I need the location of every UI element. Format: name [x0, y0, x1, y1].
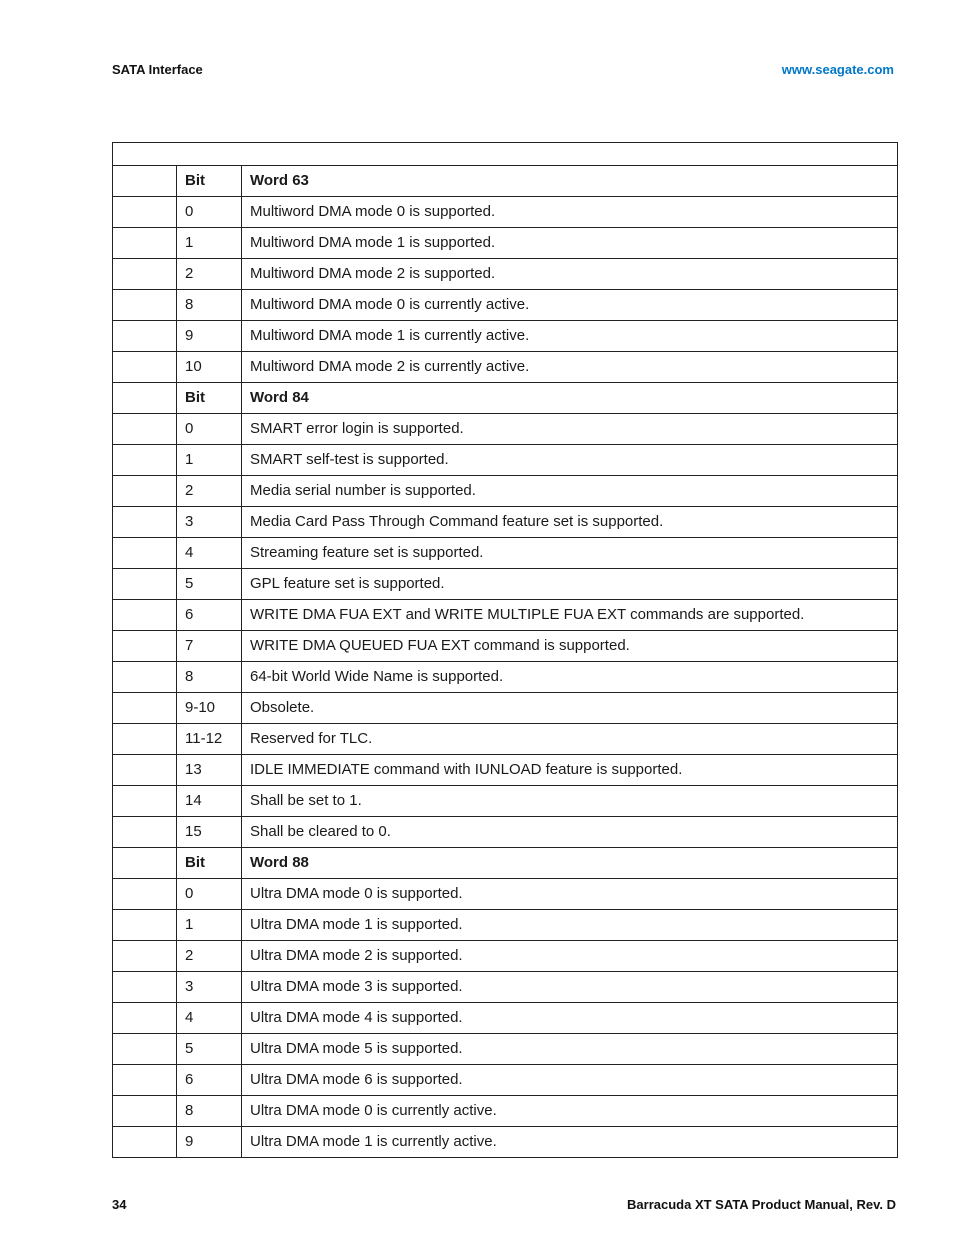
section-title: SATA Interface	[112, 62, 203, 77]
table-row	[113, 693, 898, 724]
table-row	[113, 662, 898, 693]
blank-cell	[113, 972, 177, 1003]
description-cell: Reserved for TLC.	[242, 724, 898, 755]
table-title-cell	[113, 143, 898, 166]
description-cell: Ultra DMA mode 0 is supported.	[242, 879, 898, 910]
description-cell: Streaming feature set is supported.	[242, 538, 898, 569]
bit-cell: 13	[177, 755, 242, 786]
description-cell: SMART error login is supported.	[242, 414, 898, 445]
table-row	[113, 600, 898, 631]
bit-cell: 9	[177, 1127, 242, 1158]
bit-cell: 10	[177, 352, 242, 383]
blank-cell	[113, 910, 177, 941]
table-row	[113, 972, 898, 1003]
bit-cell: 0	[177, 879, 242, 910]
blank-cell	[113, 848, 177, 879]
bit-cell: 7	[177, 631, 242, 662]
description-cell: IDLE IMMEDIATE command with IUNLOAD feature is supported.	[242, 755, 898, 786]
description-cell: Ultra DMA mode 1 is currently active.	[242, 1127, 898, 1158]
blank-cell	[113, 414, 177, 445]
blank-cell	[113, 879, 177, 910]
description-cell: Obsolete.	[242, 693, 898, 724]
page-number: 34	[112, 1197, 127, 1212]
blank-cell	[113, 600, 177, 631]
blank-cell	[113, 662, 177, 693]
description-cell: Ultra DMA mode 4 is supported.	[242, 1003, 898, 1034]
description-cell: Ultra DMA mode 1 is supported.	[242, 910, 898, 941]
description-cell: Ultra DMA mode 3 is supported.	[242, 972, 898, 1003]
bit-cell: 8	[177, 290, 242, 321]
table-section-header-row	[113, 166, 898, 197]
bit-cell: 1	[177, 228, 242, 259]
identify-device-table	[112, 142, 898, 1158]
blank-cell	[113, 476, 177, 507]
bit-cell: 5	[177, 569, 242, 600]
bit-cell: 15	[177, 817, 242, 848]
blank-cell	[113, 1003, 177, 1034]
website-link[interactable]: www.seagate.com	[781, 62, 894, 77]
table-row	[113, 507, 898, 538]
table-row	[113, 476, 898, 507]
table-row	[113, 538, 898, 569]
table-row	[113, 1096, 898, 1127]
table-row	[113, 259, 898, 290]
blank-cell	[113, 1034, 177, 1065]
table-row	[113, 197, 898, 228]
blank-cell	[113, 755, 177, 786]
bit-column-header: Bit	[177, 848, 242, 879]
table-row	[113, 631, 898, 662]
description-cell: GPL feature set is supported.	[242, 569, 898, 600]
table-section-header-row	[113, 848, 898, 879]
blank-cell	[113, 786, 177, 817]
table-section-header-row	[113, 383, 898, 414]
blank-cell	[113, 321, 177, 352]
table-body	[113, 143, 898, 1158]
bit-cell: 3	[177, 972, 242, 1003]
bit-cell: 0	[177, 414, 242, 445]
blank-cell	[113, 197, 177, 228]
bit-cell: 1	[177, 910, 242, 941]
bit-cell: 2	[177, 259, 242, 290]
bit-cell: 6	[177, 600, 242, 631]
blank-cell	[113, 631, 177, 662]
table-row	[113, 445, 898, 476]
bit-cell: 0	[177, 197, 242, 228]
bit-cell: 9-10	[177, 693, 242, 724]
table-row	[113, 352, 898, 383]
bit-cell: 5	[177, 1034, 242, 1065]
description-cell: Multiword DMA mode 2 is currently active.	[242, 352, 898, 383]
bit-cell: 1	[177, 445, 242, 476]
description-cell: Shall be cleared to 0.	[242, 817, 898, 848]
description-cell: Media serial number is supported.	[242, 476, 898, 507]
bit-column-header: Bit	[177, 383, 242, 414]
blank-cell	[113, 383, 177, 414]
blank-cell	[113, 290, 177, 321]
table-row	[113, 879, 898, 910]
table-row	[113, 414, 898, 445]
description-cell: Ultra DMA mode 5 is supported.	[242, 1034, 898, 1065]
blank-cell	[113, 941, 177, 972]
table-row	[113, 569, 898, 600]
table-row	[113, 786, 898, 817]
description-cell: Media Card Pass Through Command feature set is supported.	[242, 507, 898, 538]
manual-title: Barracuda XT SATA Product Manual, Rev. D	[627, 1197, 896, 1212]
table-row	[113, 1127, 898, 1158]
table-row	[113, 755, 898, 786]
table-row	[113, 1034, 898, 1065]
blank-cell	[113, 166, 177, 197]
description-cell: WRITE DMA QUEUED FUA EXT command is supported.	[242, 631, 898, 662]
description-cell: 64-bit World Wide Name is supported.	[242, 662, 898, 693]
table-row	[113, 941, 898, 972]
blank-cell	[113, 445, 177, 476]
table-row	[113, 910, 898, 941]
blank-cell	[113, 569, 177, 600]
table-row	[113, 1003, 898, 1034]
description-cell: Ultra DMA mode 2 is supported.	[242, 941, 898, 972]
bit-column-header: Bit	[177, 166, 242, 197]
table-title-row	[113, 143, 898, 166]
bit-cell: 4	[177, 1003, 242, 1034]
description-cell: WRITE DMA FUA EXT and WRITE MULTIPLE FUA EXT commands are supported.	[242, 600, 898, 631]
blank-cell	[113, 538, 177, 569]
bit-cell: 2	[177, 476, 242, 507]
blank-cell	[113, 507, 177, 538]
description-cell: Ultra DMA mode 0 is currently active.	[242, 1096, 898, 1127]
table-row	[113, 724, 898, 755]
word-column-header: Word 84	[242, 383, 898, 414]
bit-cell: 11-12	[177, 724, 242, 755]
bit-cell: 4	[177, 538, 242, 569]
description-cell: Shall be set to 1.	[242, 786, 898, 817]
blank-cell	[113, 1127, 177, 1158]
description-cell: Multiword DMA mode 1 is supported.	[242, 228, 898, 259]
table-row	[113, 1065, 898, 1096]
bit-cell: 8	[177, 662, 242, 693]
description-cell: Multiword DMA mode 2 is supported.	[242, 259, 898, 290]
bit-cell: 9	[177, 321, 242, 352]
table-row	[113, 817, 898, 848]
blank-cell	[113, 228, 177, 259]
bit-cell: 8	[177, 1096, 242, 1127]
bit-cell: 3	[177, 507, 242, 538]
word-column-header: Word 63	[242, 166, 898, 197]
word-column-header: Word 88	[242, 848, 898, 879]
blank-cell	[113, 724, 177, 755]
blank-cell	[113, 817, 177, 848]
table-row	[113, 290, 898, 321]
description-cell: Multiword DMA mode 1 is currently active.	[242, 321, 898, 352]
blank-cell	[113, 1065, 177, 1096]
bit-cell: 14	[177, 786, 242, 817]
blank-cell	[113, 259, 177, 290]
description-cell: Multiword DMA mode 0 is currently active.	[242, 290, 898, 321]
description-cell: Multiword DMA mode 0 is supported.	[242, 197, 898, 228]
table-row	[113, 228, 898, 259]
table-row	[113, 321, 898, 352]
description-cell: SMART self-test is supported.	[242, 445, 898, 476]
blank-cell	[113, 352, 177, 383]
bit-cell: 2	[177, 941, 242, 972]
blank-cell	[113, 693, 177, 724]
bit-cell: 6	[177, 1065, 242, 1096]
description-cell: Ultra DMA mode 6 is supported.	[242, 1065, 898, 1096]
blank-cell	[113, 1096, 177, 1127]
